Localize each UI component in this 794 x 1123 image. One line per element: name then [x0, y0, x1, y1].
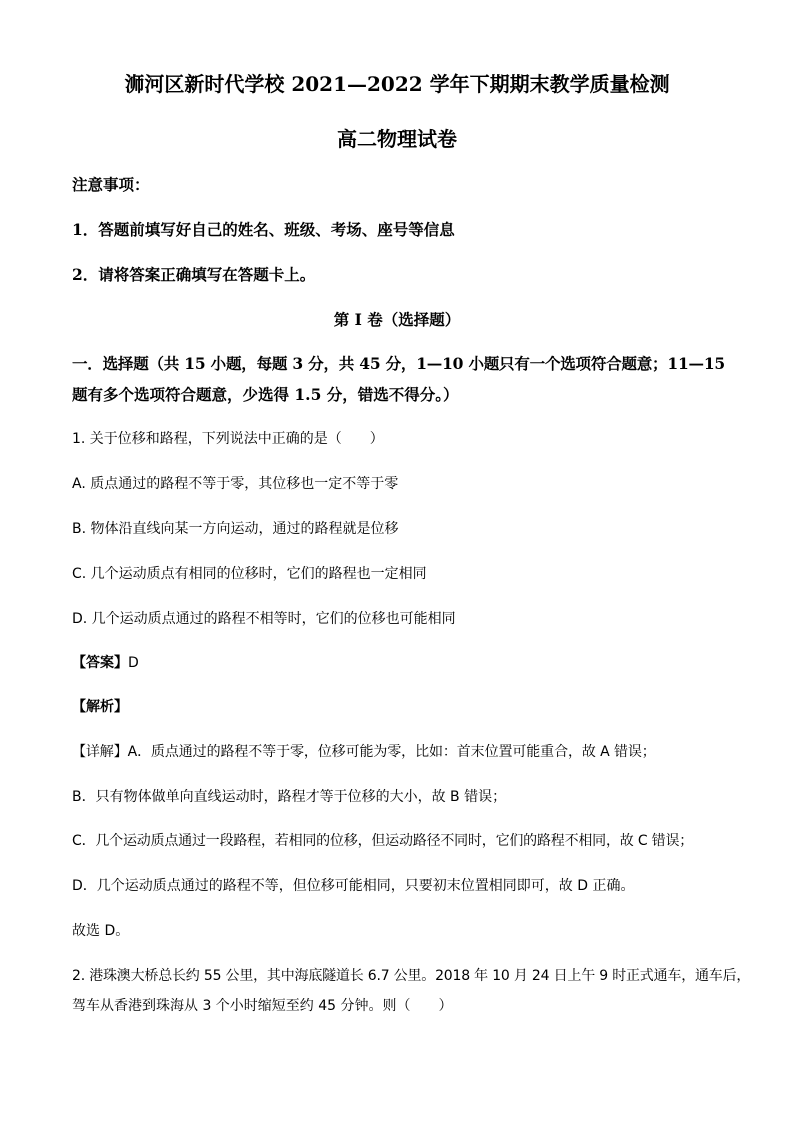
- answer-value: D: [128, 655, 139, 671]
- question-1-option-b: B. 物体沿直线向某一方向运动，通过的路程就是位移: [72, 521, 399, 537]
- question-1-option-c: C. 几个运动质点有相同的位移时，它们的路程也一定相同: [72, 566, 427, 582]
- note-item-1: 1．答题前填写好自己的姓名、班级、考场、座号等信息: [72, 220, 455, 239]
- question-1-option-a: A. 质点通过的路程不等于零，其位移也一定不等于零: [72, 476, 399, 492]
- note-item-2: 2．请将答案正确填写在答题卡上。: [72, 265, 316, 284]
- question-1-stem: 1. 关于位移和路程，下列说法中正确的是（ ）: [72, 431, 384, 447]
- section-instruction-line-1: 一．选择题（共 15 小题，每题 3 分，共 45 分，1—10 小题只有一个选项符合题意；11—15: [72, 354, 725, 373]
- question-1-detail-a: 【详解】A．质点通过的路程不等于零，位移可能为零，比如：首末位置可能重合，故 A 错误；: [72, 744, 656, 760]
- question-1-detail-d: D．几个运动质点通过的路程不等，但位移可能相同，只要初末位置相同即可，故 D 正确。: [72, 878, 635, 894]
- exam-subtitle: 高二物理试卷: [337, 127, 457, 151]
- question-1-detail-c: C．几个运动质点通过一段路程，若相同的位移，但运动路径不同时，它们的路程不相同，故 C 错误；: [72, 833, 694, 849]
- question-2-line-1: 2. 港珠澳大桥总长约 55 公里，其中海底隧道长 6.7 公里。2018 年 10 月 24 日上午 9 时正式通车，通车后，: [72, 968, 751, 984]
- question-1-analysis-label: [72, 699, 722, 716]
- exam-title: 浉河区新时代学校 2021—2022 学年下期期末教学质量检测: [124, 72, 670, 96]
- notes-heading: 注意事项：: [72, 175, 150, 194]
- analysis-label: 【解析】: [72, 699, 128, 715]
- section-title: 第 I 卷（选择题）: [333, 310, 461, 329]
- question-1-option-d: D. 几个运动质点通过的路程不相等时，它们的位移也可能相同: [72, 611, 456, 627]
- question-2-line-2: 驾车从香港到珠海从 3 个小时缩短至约 45 分钟。则（ ）: [72, 998, 453, 1014]
- section-instruction-line-2: 题有多个选项符合题意，少选得 1.5 分，错选不得分。）: [72, 385, 459, 404]
- question-1-conclusion: 故选 D。: [72, 923, 130, 939]
- question-1-answer: [72, 655, 722, 672]
- question-1-detail-b: B．只有物体做单向直线运动时，路程才等于位移的大小，故 B 错误；: [72, 789, 507, 805]
- answer-label: 【答案】: [72, 655, 128, 671]
